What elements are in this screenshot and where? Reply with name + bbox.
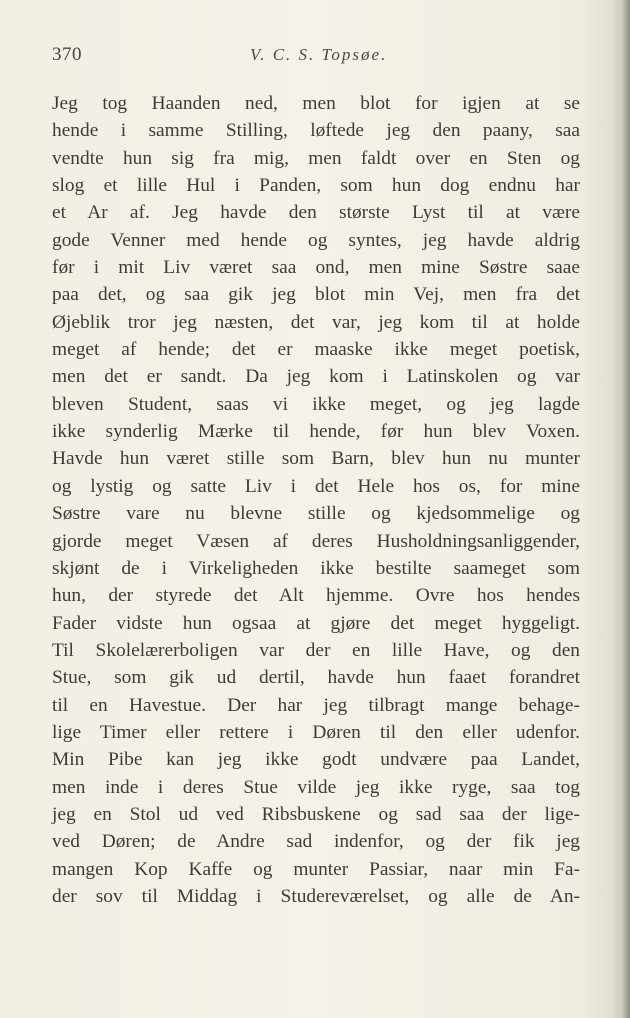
text-line: jeg en Stol ud ved Ribsbuskene og sad saa der lige-	[52, 803, 580, 825]
text-line: Havde hun været stille som Barn, blev hun nu munter	[52, 448, 580, 470]
text-line: meget af hende; det er maaske ikke meget poetisk,	[52, 339, 580, 361]
text-line: bleven Student, saas vi ikke meget, og jeg lagde	[52, 393, 580, 415]
running-head: V. C. S. Topsøe.	[250, 45, 388, 64]
page-header	[52, 44, 582, 68]
page-number: 370	[52, 44, 82, 65]
text-line: ikke synderlig Mærke til hende, før hun blev Voxen.	[52, 421, 580, 443]
text-line: men inde i deres Stue vilde jeg ikke ryge, saa tog	[52, 776, 580, 798]
text-line: skjønt de i Virkeligheden ikke bestilte saameget som	[52, 557, 580, 579]
text-line: paa det, og saa gik jeg blot min Vej, men fra det	[52, 284, 580, 306]
text-line: der sov til Middag i Studereværelset, og alle de An-	[52, 885, 580, 907]
text-line: Øjeblik tror jeg næsten, det var, jeg kom til at holde	[52, 311, 580, 333]
text-line: men det er sandt. Da jeg kom i Latinskolen og var	[52, 366, 580, 388]
text-line: gode Venner med hende og syntes, jeg havde aldrig	[52, 229, 580, 251]
text-line: Søstre vare nu blevne stille og kjedsommelige og	[52, 503, 580, 525]
text-line: og lystig og satte Liv i det Hele hos os, for mine	[52, 475, 580, 497]
text-line: et Ar af. Jeg havde den største Lyst til at være	[52, 202, 580, 224]
text-line: lige Timer eller rettere i Døren til den eller udenfor.	[52, 721, 580, 743]
text-line: vendte hun sig fra mig, men faldt over en Sten og	[52, 147, 580, 169]
text-line: mangen Kop Kaffe og munter Passiar, naar min Fa-	[52, 858, 580, 880]
text-line: slog et lille Hul i Panden, som hun dog endnu har	[52, 175, 580, 197]
text-line: Til Skolelærerboligen var der en lille Have, og den	[52, 639, 580, 661]
text-line: hun, der styrede det Alt hjemme. Ovre hos hendes	[52, 585, 580, 607]
text-line: hende i samme Stilling, løftede jeg den paany, saa	[52, 120, 580, 142]
text-line: Stue, som gik ud dertil, havde hun faaet forandret	[52, 667, 580, 689]
text-line: Fader vidste hun ogsaa at gjøre det meget hyggeligt.	[52, 612, 580, 634]
text-line: til en Havestue. Der har jeg tilbragt mange behage-	[52, 694, 580, 716]
page-edge	[620, 0, 630, 1018]
text-line: gjorde meget Væsen af deres Husholdningsanliggender,	[52, 530, 580, 552]
text-line: ved Døren; de Andre sad indenfor, og der fik jeg	[52, 831, 580, 853]
text-line: Min Pibe kan jeg ikke godt undvære paa Landet,	[52, 749, 580, 771]
text-line: Jeg tog Haanden ned, men blot for igjen at se	[52, 93, 580, 114]
body-text	[52, 90, 580, 910]
text-line: før i mit Liv været saa ond, men mine Søstre saae	[52, 257, 580, 279]
